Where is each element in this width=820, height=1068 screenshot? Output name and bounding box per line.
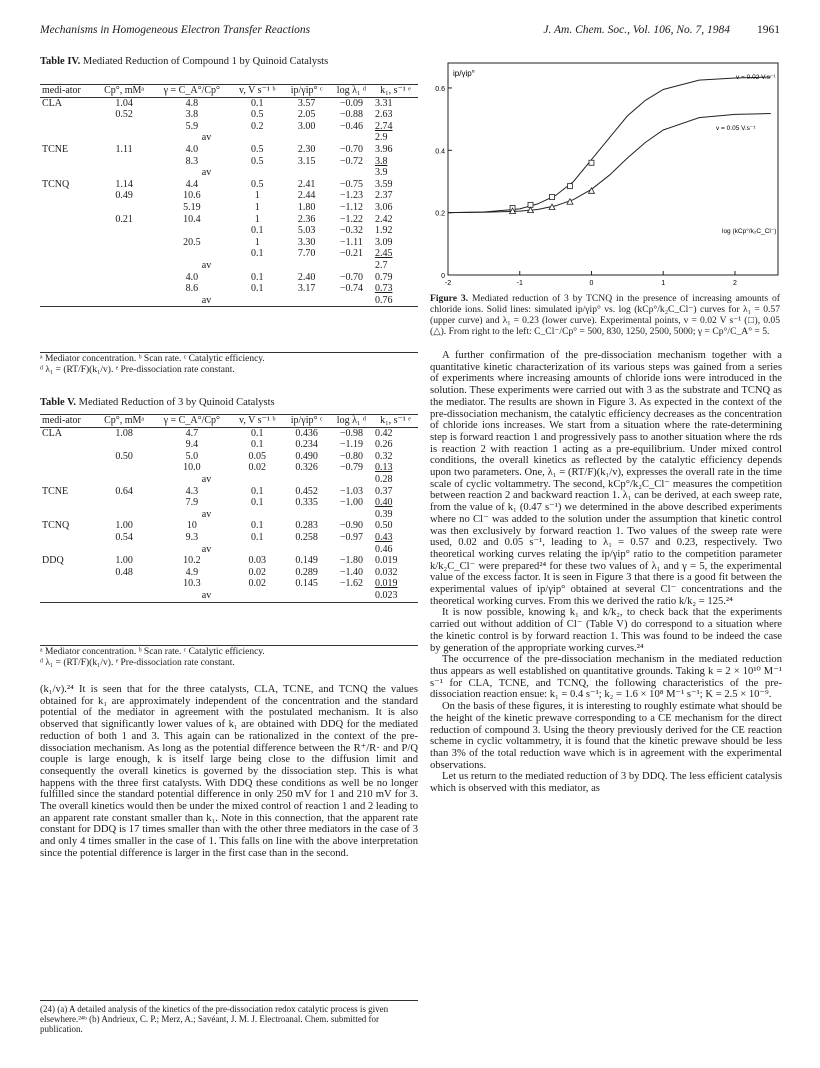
table-row [40,237,418,249]
table5-caption: Table V. Mediated Reduction of 3 by Quinoid Catalysts [40,397,275,408]
table-cell: 0.258 [295,531,318,543]
paragraph: It is now possible, knowing k₁ and k/k₂, to check back that the experiments carried out without addition of Cl⁻ (Table V) do correspond to a situation where the kinetic control is by forward reaction 1. This was found to be indeed the case by generation of the appropriate working curves.²⁴ [430,607,782,654]
table-cell [96,439,153,451]
table-cell: 0.234 [295,439,318,451]
table-cell: 4.8 [185,97,199,109]
table-cell: 3.15 [297,155,316,167]
table-cell: 7.70 [297,248,316,260]
table-cell: 0.1 [250,497,264,509]
table-row [40,555,418,567]
table-cell [96,237,153,249]
table-cell: 0.145 [295,578,318,590]
table-cell [40,283,96,295]
table-cell: 2.30 [297,143,316,155]
paragraph: The occurrence of the pre-dissociation mechanism in the mediated reduction thus appears as well established on quantitative grounds. Taking k = 2 × 10¹⁰ M⁻¹ s⁻¹ for CLA, TCNE, and TCNQ, the following characteristics of the pre-dissociation reaction ensue: k₁ = 0.4 s⁻¹; k₂ = 1.6 × 10⁸ M⁻¹ s⁻¹; K = 2.5 × 10⁻⁹. [430,654,782,701]
table-cell: 0.1 [250,439,264,451]
average-value: 0.28 [374,473,393,485]
table-cell: −0.97 [339,531,363,543]
table-row [40,121,418,133]
table-cell: −1.23 [339,190,363,202]
table-cell: 4.0 [185,143,199,155]
table-cell [40,248,96,260]
table-cell: −0.70 [339,271,363,283]
square-point [567,184,572,189]
table-cell: 0.1 [250,531,264,543]
table-row [40,283,418,295]
table-cell [96,283,153,295]
table-cell: 2.63 [374,109,393,121]
table-cell: −1.00 [339,497,363,509]
table-cell: 5.0 [185,450,199,462]
average-row [40,590,418,602]
x-tick-label: 0 [589,280,594,287]
average-value: 2.9 [374,132,388,144]
table-cell: −0.79 [339,462,363,474]
table-cell: 0.289 [295,566,318,578]
average-value: 0.023 [373,590,418,602]
table-cell: 20.5 [183,236,201,248]
average-row [40,544,418,556]
column-header: Cp°, mMᵃ [96,415,153,428]
table-cell: 0.32 [374,450,393,462]
average-row [40,260,418,272]
column-header: v, V s⁻¹ ᵇ [231,85,283,98]
average-label: av [201,132,212,144]
table-cell: 2.74 [374,120,393,132]
table-cell: 0.02 [248,462,266,474]
table-cell [40,225,96,237]
table-cell: 0.13 [374,462,393,474]
table-cell [40,451,96,463]
table-cell: DDQ [42,555,64,567]
table-cell: 0.149 [295,555,318,567]
table-cell: 0.1 [250,248,264,260]
table-cell: 0.43 [374,531,393,543]
table-cell: 1.11 [115,143,133,155]
table-row [40,451,418,463]
table-cell: 10.6 [183,190,201,202]
table-cell: TCNE [42,143,69,155]
table-cell: −0.75 [339,178,363,190]
average-value: 0.76 [373,295,418,307]
table-cell: 8.3 [185,155,199,167]
y-axis-label: ip/γip° [453,69,475,78]
table-cell: 0.40 [374,497,393,509]
table-cell: 0.1 [250,427,264,439]
table-cell: 3.31 [374,97,393,109]
table-cell: 0.49 [115,190,133,202]
table-cell: 1.04 [115,97,133,109]
table-cell: TCNE [42,485,69,497]
table-cell: −0.90 [339,520,363,532]
upper-curve [448,77,771,213]
x-tick-label: -1 [516,280,523,287]
table-row [40,190,418,202]
table-cell: 1 [254,236,260,248]
table-cell [40,202,96,214]
table-row [40,567,418,579]
table-cell: CLA [42,427,62,439]
table-cell: 0.79 [374,271,393,283]
average-label: av [201,508,212,520]
table-cell: TCNQ [42,178,70,190]
table-cell: 0.02 [248,566,266,578]
table-cell: 3.30 [297,236,316,248]
table-cell: 5.03 [297,225,316,237]
table-cell: 0.019 [374,578,398,590]
table-row [40,109,418,121]
running-title: Mechanisms in Homogeneous Electron Transfer Reactions [40,24,311,36]
table-cell: 0.50 [115,450,133,462]
table-row [40,248,418,260]
average-value: 3.9 [374,167,388,179]
table-row [40,97,418,109]
table-cell: CLA [42,97,62,109]
journal-citation: J. Am. Chem. Soc., Vol. 106, No. 7, 1984 [543,24,730,36]
table-cell: 0.73 [374,283,393,295]
table-cell [153,248,231,260]
table-cell [96,202,153,214]
table4-caption: Table IV. Mediated Reduction of Compound 1 by Quinoid Catalysts [40,56,329,67]
column-header: medi-ator [40,85,96,98]
table-cell: 10 [186,520,197,532]
table-cell: 0.326 [295,462,318,474]
table-cell [96,225,153,237]
average-label: av [201,167,212,179]
table-cell: 2.42 [374,213,393,225]
table-cell: 2.41 [297,178,316,190]
table-cell [40,439,96,451]
table-row [40,225,418,237]
table-cell: 4.0 [185,271,199,283]
paragraph: A further confirmation of the pre-dissociation mechanism together with a quantitative kinetic characterization of its various steps was gained from a series of experiments where increasing amounts of chloride ions were introduced in the solution. These experiments were carried out with 3 as the substrate and TCNQ as the mediator. The results are shown in Figure 3. As expected in the context of the pre-dissociation mechanism, the catalytic efficiency decreases as the concentration of chloride ions increases. We start from a situation where the rate-determining step is forward reaction 1 and progressively pass to another situation where the rds is reaction 2 with reaction 1 acting as a pre-equilibrium. Under mixed control conditions, the overall kinetics as reflected by the catalytic efficiency depends upon two parameters. One, λ₁ = (RT/F)(k₁/v), expresses the overall rate in the time scale of cyclic voltammetry. The second, kCp°/k₂C_Cl⁻ measures the competition between reaction 2 and backward reaction 1. λ₁ can be derived, at each sweep rate, from the value of k₁ (0.47 s⁻¹) we determined in the above described experiments where no Cl⁻ was added to the solution under the assumption that kinetic control was then exclusively by forward reaction 1. Two values of the sweep rate were used, 0.02 and 0.05 s⁻¹, leading to λ₁ = 0.57 and 0.23, respectively. Two theoretical working curves relating the ip/γip° ratio to the competition parameter k/k₂C_Cl⁻ were prepared²⁴ for these two values of λ₁ and γ = 5, the experimental value of the excess factor. It is seen in Figure 3 that there is a good fit between the experimental values of ip/γip° obtained at several Cl⁻ concentrations and the theoretical working curves. From this we derived the ratio k/k₂ = 125.²⁴ [430,350,782,607]
table-cell: 1.92 [374,225,393,237]
table-cell: 3.00 [297,120,316,132]
table-cell: 2.44 [297,190,316,202]
table-cell: −1.19 [339,439,363,451]
table-cell [40,272,96,284]
table-cell: 0.21 [115,213,133,225]
column-header: log λ₁ ᵈ [330,85,373,98]
table-cell: 0.5 [250,155,264,167]
table-row [40,520,418,532]
y-tick-label: 0 [441,273,445,280]
average-label: av [201,543,212,555]
table-cell: 0.1 [250,520,264,532]
paragraph: (k₁/v).²⁴ It is seen that for the three catalysts, CLA, TCNE, and TCNQ the values obtained for k₁ are approximately independent of the concentration and the standard potential of the mediator in agreement with the postulated mechanism. It is also observed that significantly lower values of k₁ are obtained with DDQ for the mediated reduction of both 1 and 3. This again can be rationalized in the context of the pre-dissociation mechanism. As long as the potential difference between the R⁺/R· and P/Q couple is large enough, k is itself large being close to the diffusion limit and consequently the overall kinetics is governed by the dissociation step. This is what happens with the three first catalysts. With DDQ these conditions as well be no longer fulfilled since the standard potential difference in only 250 mV for 1 and 210 mV for 3. The overall kinetics would then be under the mixed control of reaction 1 and 2 leading to an apparent rate constant smaller than k₁. Note in this connection, that the apparent rate constant for DDQ is 17 times smaller than with the other three mediators in the case of 3 and only 4 times smaller in the case of 1. This falls on line with the above interpretation since the potential difference is larger in the first case than in the second. [40,684,418,859]
table-cell: 0.52 [115,109,133,121]
table-cell: 0.03 [248,555,266,567]
table-cell: 3.8 [185,109,199,121]
table-cell: 1 [254,201,260,213]
table-cell [40,109,96,121]
table-cell [40,567,96,579]
table-cell: −1.22 [339,213,363,225]
table5 [40,414,418,603]
average-row [40,509,418,521]
table-cell: 0.02 [248,578,266,590]
table-cell: −0.74 [339,283,363,295]
table-cell: 10.3 [183,578,201,590]
table-cell: 4.3 [185,485,199,497]
column-header: k₁, s⁻¹ ᵉ [373,85,418,98]
table-cell: −1.62 [339,578,363,590]
table-cell: −0.46 [339,120,363,132]
table-cell [96,272,153,284]
paragraph: On the basis of these figures, it is interesting to roughly estimate what should be the height of the kinetic prewave corresponding to a CE mechanism for the direct reduction of compound 3. Using the theory previously derived for the CE reaction scheme in cyclic voltammetry, it is found that the kinetic prewave should be less than 3% of the total reduction wave which is in agreement with the experimental observations. [430,701,782,771]
table-row [40,179,418,191]
table-cell: 0.1 [250,485,264,497]
table-row [40,486,418,498]
table-cell: −1.12 [339,201,363,213]
table-cell: −1.40 [339,566,363,578]
table-cell: 0.019 [374,555,398,567]
table-cell: 4.9 [185,566,199,578]
table-cell: 3.8 [374,155,388,167]
table-cell: −1.11 [340,236,363,248]
column-header: ip/γip° ᶜ [283,85,329,98]
table-cell: 0.032 [374,566,398,578]
table-cell: 0.64 [115,485,133,497]
table-cell: 0.436 [295,427,318,439]
x-tick-label: 2 [733,280,737,287]
table-cell: 0.5 [250,178,264,190]
average-label: av [201,473,212,485]
table-cell [96,248,153,260]
table-cell [96,121,153,133]
x-axis-label: log (kCp°/k₂C_Cl⁻) [722,228,777,235]
table-cell: 0.54 [115,531,133,543]
table-cell: 2.45 [374,248,393,260]
table-cell: 0.1 [250,283,264,295]
y-tick-label: 0.6 [435,85,445,93]
column-header: v, V s⁻¹ ᵇ [231,415,283,428]
table-cell [40,532,96,544]
table-row [40,578,418,590]
table-cell: −0.80 [339,450,363,462]
table-row [40,427,418,439]
figure-3-chart [430,55,782,290]
table-cell: 0.37 [374,485,393,497]
table-cell: −0.70 [339,143,363,155]
table-cell: 0.5 [250,109,264,121]
average-value: 0.39 [374,508,393,520]
average-value: 0.46 [374,543,393,555]
table-cell: 0.1 [250,97,264,109]
table-cell: 10.2 [183,555,201,567]
table-cell: 0.26 [374,439,393,451]
table-cell: 0.490 [295,450,318,462]
column-header: k₁, s⁻¹ ᵉ [373,415,418,428]
average-row [40,474,418,486]
page-number: 1961 [757,24,780,36]
y-tick-label: 0.4 [435,148,445,156]
table-cell: 3.09 [374,236,393,248]
upper-curve-label: v = 0.02 V.s⁻¹ [736,74,776,81]
table-cell: 10.4 [183,213,201,225]
column-header: log λ₁ ᵈ [330,415,373,428]
table-cell: 5.19 [183,201,201,213]
average-row [40,167,418,179]
table-cell: 0.452 [295,485,318,497]
table-row [40,497,418,509]
table-cell [40,214,96,226]
table-cell [40,190,96,202]
y-tick-label: 0.2 [435,210,445,218]
table-cell: 9.3 [185,531,199,543]
table-cell: 3.59 [374,178,393,190]
table-cell [40,462,96,474]
table-cell: 3.57 [297,97,316,109]
table-cell: 2.37 [374,190,393,202]
column-header: Cp°, mMᵃ [96,85,153,98]
plot-frame [448,63,778,275]
table-cell: 1 [254,213,260,225]
table-cell: 1 [254,190,260,202]
table5-footnotes: ᵃ Mediator concentration. ᵇ Scan rate. ᶜ Catalytic efficiency. ᵈ λ₁ = (RT/F)(k₁/v). ᵉ Pre-dissociation rate constant. [40,645,418,669]
table-cell [96,497,153,509]
table-cell: 10.0 [183,462,201,474]
table-cell: 0.05 [248,450,266,462]
table-cell [96,462,153,474]
table-cell: 0.335 [295,497,318,509]
figure-3-caption: Figure 3. Mediated reduction of 3 by TCNQ in the presence of increasing amounts of chloride ions. Solid lines: simulated ip/γip° vs. log (kCp°/k₂C_Cl⁻) curves for λ₁ = 0.57 (upper curve) and λ₁ = 0.23 (lower curve). Experimental points, v = 0.02 V s⁻¹ (□), 0.05 (△). From right to the left: C_Cl⁻/Cp° = 500, 830, 1250, 2500, 5000; γ = Cp°/C_A° = 5. [430,293,780,337]
table-row [40,156,418,168]
table-cell: 0.2 [250,120,264,132]
lower-curve-label: v = 0.05 V.s⁻¹ [716,125,756,132]
table-cell: TCNQ [42,520,70,532]
table-cell: 4.4 [185,178,199,190]
average-row [40,132,418,144]
table-cell: 0.283 [295,520,318,532]
average-label: av [40,590,373,602]
table-cell: 4.7 [185,427,199,439]
table-row [40,144,418,156]
table-cell: 3.06 [374,201,393,213]
table-cell: −1.80 [339,555,363,567]
table-cell [153,225,231,237]
table-row [40,439,418,451]
table-cell: 3.96 [374,143,393,155]
table-cell: 0.42 [374,427,393,439]
table4 [40,84,418,307]
table-cell: 7.9 [185,497,199,509]
average-label: av [201,259,212,271]
table-cell: 5.9 [185,120,199,132]
table-cell: 0.50 [374,520,393,532]
table-cell: 3.17 [297,283,316,295]
paragraph: Let us return to the mediated reduction of 3 by DDQ. The less efficient catalysis which is observed with this mediator, as [430,771,782,795]
average-label: av [40,295,373,307]
table-cell: 2.05 [297,109,316,121]
table-cell: −0.21 [339,248,363,260]
table-cell: 0.48 [115,566,133,578]
table-cell [96,156,153,168]
table-row [40,462,418,474]
table-cell: −0.72 [339,155,363,167]
table-row [40,272,418,284]
right-column-text [430,350,782,795]
table-cell: 1.14 [115,178,133,190]
table-cell [40,121,96,133]
table-cell: −0.09 [339,97,363,109]
table-cell [40,497,96,509]
table-row [40,532,418,544]
table-cell [40,237,96,249]
square-point [550,195,555,200]
table-cell: 8.6 [185,283,199,295]
table-cell: −1.03 [339,485,363,497]
column-header: medi-ator [40,415,96,428]
column-header: γ = C_A°/Cp° [153,415,231,428]
column-header: ip/γip° ᶜ [283,415,329,428]
table-cell: 9.4 [185,439,199,451]
table-row [40,214,418,226]
column-header: γ = C_A°/Cp° [153,85,231,98]
reference-24: (24) (a) A detailed analysis of the kinetics of the pre-dissociation redox catalytic process is given elsewhere.²⁴ᵇ (b) Andrieux, C. P.; Merz, A.; Savéant, J. M. J. Electroanal. Chem. submitted for publication. [40,1000,418,1034]
table-cell [96,578,153,590]
table-cell [40,156,96,168]
table-cell: 1.00 [115,520,133,532]
table-cell: −0.32 [339,225,363,237]
table-cell: 2.36 [297,213,316,225]
table-cell: 0.5 [250,143,264,155]
table-cell: 2.40 [297,271,316,283]
x-tick-label: 1 [661,280,666,287]
table-cell: 0.1 [250,271,264,283]
average-value: 2.7 [374,259,388,271]
square-point [589,160,594,165]
table-cell: 1.00 [115,555,133,567]
left-column-text [40,684,418,860]
average-row [40,295,418,307]
x-tick-label: -2 [444,280,452,287]
table-row [40,202,418,214]
table4-footnotes: ᵃ Mediator concentration. ᵇ Scan rate. ᶜ Catalytic efficiency. ᵈ λ₁ = (RT/F)(k₁/v). ᵉ Pre-dissociation rate constant. [40,352,418,376]
table-cell: 1.08 [115,427,133,439]
table-cell [40,578,96,590]
table-cell: −0.98 [339,427,363,439]
table-cell: 0.1 [250,225,264,237]
table-cell: −0.88 [339,109,363,121]
table-cell: 1.80 [297,201,316,213]
